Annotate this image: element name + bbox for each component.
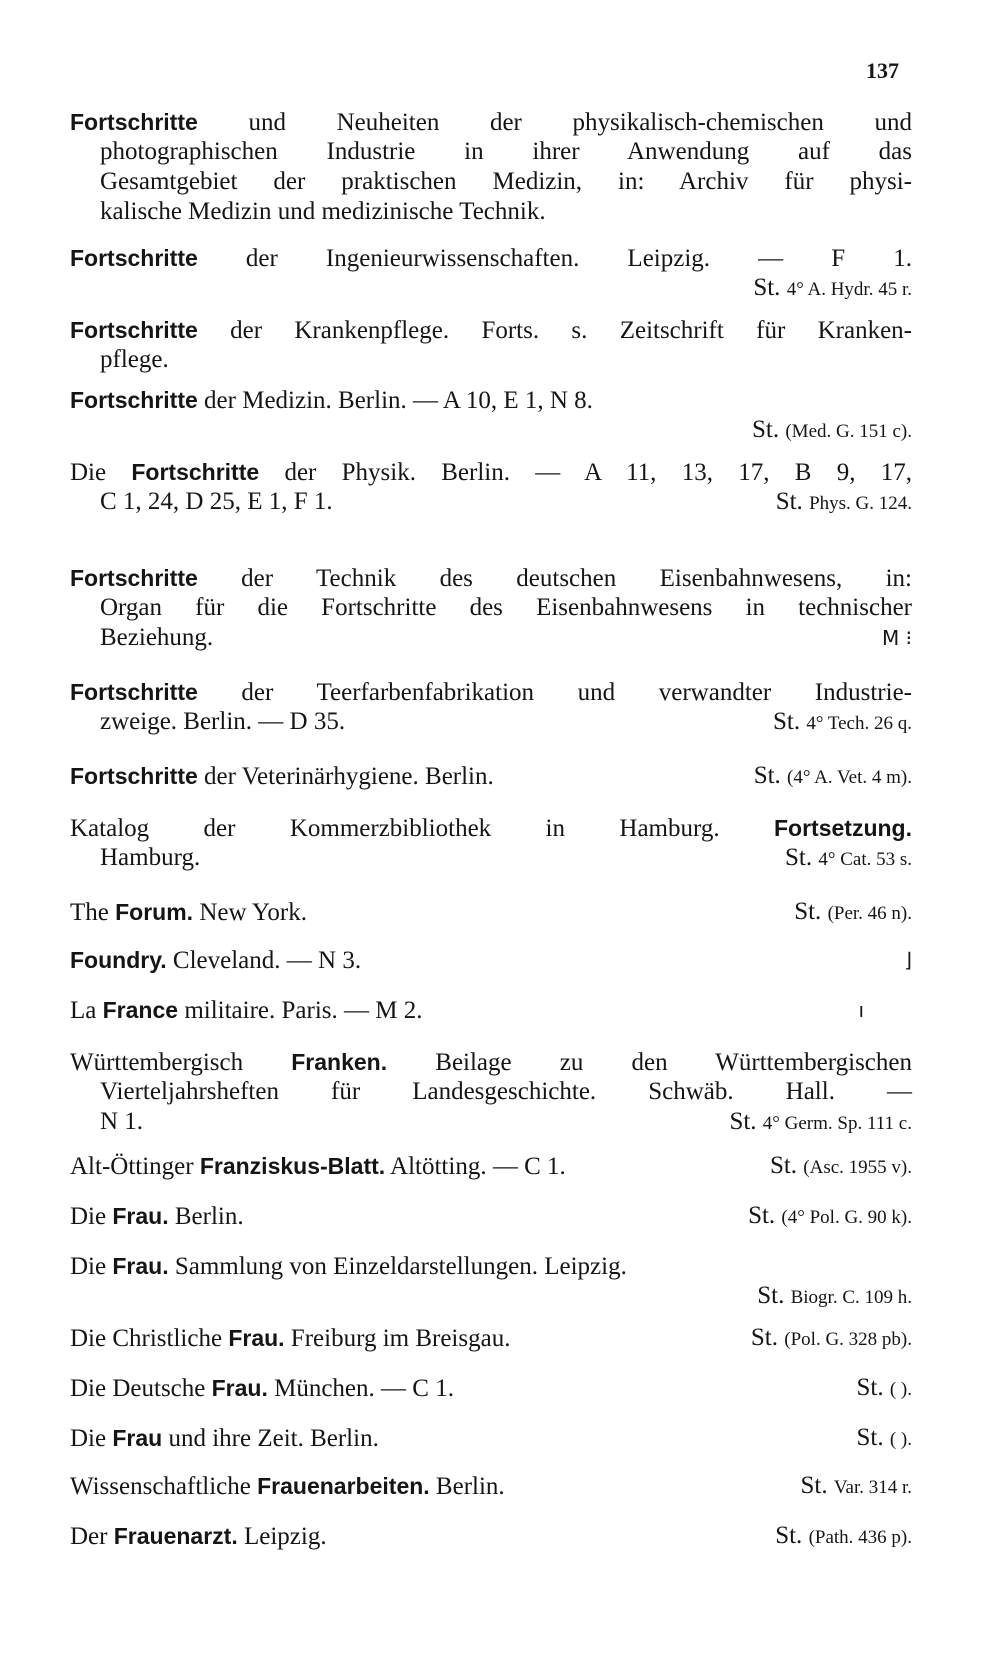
shelf-signature — [856, 1372, 912, 1406]
signature-st: St. — [785, 844, 813, 871]
entry-prefix: Die — [70, 1203, 113, 1230]
entry-prefix: La — [70, 997, 103, 1024]
entry-line — [70, 314, 912, 346]
entry-keyword: Fortschritte — [70, 245, 198, 271]
shelf-signature — [801, 1470, 912, 1504]
entry-text: Cleveland. — N 3. — [166, 947, 362, 974]
entry-text: Vierteljahrsheften für Landesgeschichte. Schwäb. Hall. — — [100, 1078, 912, 1105]
entry-line — [70, 760, 912, 792]
signature-shelfmark: 4° Tech. 26 q. — [806, 713, 912, 734]
signature-shelfmark: Var. 314 r. — [833, 1477, 912, 1498]
entry-line — [70, 812, 912, 844]
signature-st: St. — [750, 1324, 779, 1351]
entry-line — [70, 1280, 912, 1312]
signature-st: St. — [769, 1152, 798, 1179]
entry-keyword: Fortschritte — [70, 763, 198, 789]
entry-text: kalische Medizin und medizinische Technik. — [100, 198, 546, 225]
entry-line — [100, 842, 912, 874]
entry-text: Leipzig. — [237, 1523, 327, 1550]
entry-text: pflege. — [100, 346, 169, 373]
entry-line — [100, 136, 912, 168]
entry-line — [70, 106, 912, 138]
signature-shelfmark: (Per. 46 n). — [827, 903, 912, 924]
signature-shelfmark: 4° Germ. Sp. 111 c. — [762, 1113, 912, 1134]
entry-line — [100, 1106, 912, 1138]
signature-st: St. — [775, 1522, 803, 1549]
entry-prefix: Der — [70, 1523, 114, 1550]
signature-shelfmark: (Med. G. 151 c). — [785, 421, 912, 442]
entry-text: der Physik. Berlin. — A 11, 13, 17, B 9, 17, — [259, 459, 912, 486]
signature-st: St. — [757, 1282, 785, 1309]
entry-text: der Medizin. Berlin. — A 10, E 1, N 8. — [197, 387, 593, 414]
entry-keyword: Franken. — [291, 1049, 388, 1075]
signature-shelfmark: (Path. 436 p). — [808, 1527, 912, 1548]
signature-st: St. — [772, 708, 801, 735]
entry-text: Altötting. — C 1. — [385, 1153, 566, 1180]
entry-line — [100, 706, 912, 738]
entry-keyword: Frau — [112, 1425, 163, 1451]
shelf-signature — [729, 1106, 912, 1140]
entry-line — [100, 196, 912, 228]
entry-line — [100, 166, 912, 198]
shelf-signature — [856, 1422, 912, 1456]
entry-keyword: Frauenarzt. — [113, 1523, 238, 1549]
margin-mark: M ⁝ — [882, 626, 912, 650]
signature-st: St. — [856, 1424, 884, 1451]
entry-keyword: Frauenarbeiten. — [257, 1473, 430, 1499]
entry-text: Berlin. — [168, 1203, 244, 1230]
entry-text: und ihre Zeit. Berlin. — [162, 1425, 379, 1452]
signature-st: St. — [856, 1374, 884, 1401]
entry-prefix: Die — [70, 1253, 113, 1280]
shelf-signature — [773, 706, 912, 740]
entry-line — [70, 1422, 912, 1454]
entry-line — [100, 486, 912, 518]
entry-text: der Veterinärhygiene. Berlin. — [197, 763, 494, 790]
entry-text: München. — C 1. — [267, 1375, 454, 1402]
signature-shelfmark: ( ). — [889, 1429, 912, 1450]
entry-line — [70, 944, 912, 976]
signature-shelfmark: 4° A. Hydr. 45 r. — [786, 279, 912, 300]
shelf-signature — [753, 272, 912, 306]
shelf-signature — [754, 760, 912, 794]
entry-line — [70, 272, 912, 304]
entry-line — [70, 414, 912, 446]
entry-text: der Ingenieurwissenschaften. Leipzig. — F 1. — [197, 245, 912, 272]
entry-line — [70, 562, 912, 594]
shelf-signature — [770, 1150, 912, 1184]
entry-prefix: Württembergisch — [70, 1049, 292, 1076]
shelf-signature — [752, 414, 912, 448]
entry-text: photographischen Industrie in ihrer Anwendung auf das — [100, 138, 912, 165]
entry-text: Sammlung von Einzeldarstellungen. Leipzig. — [168, 1253, 627, 1280]
entry-prefix: The — [70, 899, 116, 926]
entry-text: und Neuheiten der physikalisch-chemischen und — [197, 109, 912, 136]
entry-keyword: Fortschritte — [70, 565, 198, 591]
entry-keyword: Frau. — [211, 1375, 268, 1401]
entry-text: zweige. Berlin. — D 35. — [100, 708, 346, 735]
entry-text: der Krankenpflege. Forts. s. Zeitschrift für Kranken- — [197, 317, 912, 344]
entry-line — [70, 1150, 912, 1182]
entry-keyword: Franziskus-Blatt. — [199, 1153, 386, 1179]
entry-line — [70, 242, 912, 274]
signature-shelfmark: Phys. G. 124. — [809, 493, 912, 514]
shelf-signature — [757, 1280, 912, 1314]
entry-prefix: Die Deutsche — [70, 1375, 212, 1402]
margin-mark: ı — [858, 998, 864, 1022]
margin-mark: ⌋ — [904, 948, 912, 972]
entry-line — [70, 896, 912, 928]
entry-text: Freiburg im Breisgau. — [284, 1325, 511, 1352]
signature-st: St. — [800, 1472, 828, 1499]
entry-line — [70, 1200, 912, 1232]
signature-shelfmark: (Pol. G. 328 pb). — [784, 1329, 912, 1350]
entry-line — [70, 676, 912, 708]
entry-keyword: Fortsetzung. — [774, 815, 912, 841]
entry-keyword: Frau. — [112, 1203, 169, 1229]
entry-prefix: Die — [70, 459, 132, 486]
signature-shelfmark: ( ). — [889, 1379, 912, 1400]
signature-shelfmark: (4° Pol. G. 90 k). — [781, 1207, 912, 1228]
entry-line — [70, 1372, 912, 1404]
entry-line — [70, 384, 912, 416]
entry-keyword: Fortschritte — [70, 387, 198, 413]
signature-shelfmark: Biogr. C. 109 h. — [790, 1287, 912, 1308]
shelf-signature — [748, 1200, 912, 1234]
entry-prefix: Die Christliche — [70, 1325, 229, 1352]
entry-text: N 1. — [100, 1108, 144, 1135]
entry-text: Berlin. — [429, 1473, 505, 1500]
entry-prefix: Wissenschaftliche — [70, 1473, 258, 1500]
entry-keyword: Foundry. — [70, 947, 167, 973]
entry-text: C 1, 24, D 25, E 1, F 1. — [100, 488, 333, 515]
entry-line — [70, 1520, 912, 1552]
shelf-signature — [775, 1520, 912, 1554]
entry-keyword: Frau. — [228, 1325, 285, 1351]
shelf-signature — [794, 896, 912, 930]
entry-keyword: Fortschritte — [70, 109, 198, 135]
entry-line — [100, 1076, 912, 1108]
signature-st: St. — [753, 762, 781, 789]
shelf-signature — [776, 486, 912, 520]
signature-st: St. — [752, 416, 780, 443]
entry-keyword: Fortschritte — [131, 459, 260, 485]
signature-shelfmark: 4° Cat. 53 s. — [818, 849, 912, 870]
entry-line — [70, 1250, 912, 1282]
entry-line — [70, 994, 912, 1026]
entry-keyword: Fortschritte — [70, 679, 198, 705]
entry-keyword: Forum. — [115, 899, 194, 925]
entry-line — [100, 344, 912, 376]
entry-text: der Technik des deutschen Eisenbahnwesens, in: — [197, 565, 912, 592]
entry-prefix: Alt-Öttinger — [70, 1153, 200, 1180]
entry-prefix: Katalog der Kommerzbibliothek in Hamburg. — [70, 815, 774, 842]
shelf-signature — [785, 842, 912, 876]
entry-text: Beziehung. — [100, 624, 214, 651]
entry-text: Organ für die Fortschritte des Eisenbahnwesens in technischer — [100, 594, 912, 621]
entry-text: militaire. Paris. — M 2. — [178, 997, 423, 1024]
shelf-signature — [751, 1322, 912, 1356]
entry-line — [100, 622, 912, 654]
entry-text: Hamburg. — [100, 844, 201, 871]
signature-st: St. — [794, 898, 822, 925]
entry-line — [100, 592, 912, 624]
entry-line — [70, 1322, 912, 1354]
entry-keyword: France — [102, 997, 179, 1023]
entry-keyword: Fortschritte — [70, 317, 198, 343]
entry-line — [70, 1046, 912, 1078]
entry-line — [70, 456, 912, 488]
entry-line — [70, 1470, 912, 1502]
signature-st: St. — [753, 274, 781, 301]
signature-st: St. — [775, 488, 803, 515]
entry-prefix: Die — [70, 1425, 113, 1452]
signature-shelfmark: (4° A. Vet. 4 m). — [787, 767, 912, 788]
signature-shelfmark: (Asc. 1955 v). — [803, 1157, 912, 1178]
entry-keyword: Frau. — [112, 1253, 169, 1279]
entry-text: Gesamtgebiet der praktischen Medizin, in: Archiv für physi- — [100, 168, 912, 195]
page-number: 137 — [866, 58, 899, 83]
signature-st: St. — [748, 1202, 776, 1229]
entry-text: der Teerfarbenfabrikation und verwandter Industrie- — [197, 679, 912, 706]
entry-text: Beilage zu den Württembergischen — [387, 1049, 912, 1076]
entry-text: New York. — [193, 899, 307, 926]
signature-st: St. — [729, 1108, 757, 1135]
